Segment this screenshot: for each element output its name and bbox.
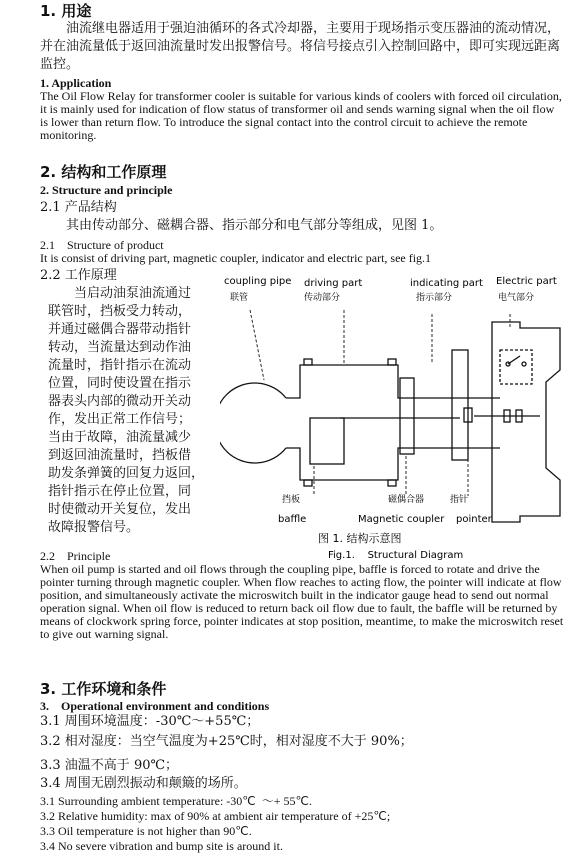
flange-bottom-right — [388, 480, 396, 486]
principle-line-11: 助发条弹簧的回复力返回， — [48, 466, 205, 481]
flange-bottom-left — [304, 480, 312, 486]
label-electric-part-en: Electric part — [496, 276, 557, 287]
condition-3-en: 3.3 Oil temperature is not higher than 90℃. — [40, 824, 252, 838]
condition-4-zh: 3.4 周围无剧烈振动和颠簸的场所。 — [40, 776, 247, 791]
principle-line-14: 故障报警信号。 — [48, 520, 140, 535]
condition-4-en: 3.4 No severe vibration and bump site is around it. — [40, 839, 283, 853]
microswitch — [500, 350, 532, 384]
condition-2-zh: 3.2 相对湿度：当空气温度为+25℃时，相对湿度不大于 90%； — [40, 734, 413, 749]
figure-caption-en: Fig.1. Structural Diagram — [328, 550, 464, 560]
indicator-body — [452, 350, 468, 460]
section-1-paragraph-en: The Oil Flow Relay for transformer cooler is suitable for various kinds of coolers with forced oil circulation, it is mainly used for indication of flow status of transformer oil and sends warning signal when the oil flow is lower than return flow. To introduce the signal contact into the control circuit to achieve the remote monitoring. — [40, 89, 562, 142]
principle-line-1: 当启动油泵油流通过 — [74, 286, 192, 301]
baffle — [310, 418, 344, 464]
electric-part-housing — [492, 322, 560, 522]
section-2-2-paragraph-zh — [48, 285, 220, 537]
label-coupling-pipe-en: coupling pipe — [224, 276, 292, 287]
principle-line-8: 作，发出正常工作信号； — [48, 412, 192, 427]
label-coupling-pipe-zh: 联管 — [230, 293, 249, 303]
label-magnetic-coupler-en: Magnetic coupler — [358, 514, 445, 525]
section-1-heading-en: 1. Application — [40, 76, 112, 90]
principle-line-4: 转动，当流量达到动作油 — [48, 340, 192, 355]
section-3-heading-zh: 3. 工作环境和条件 — [40, 680, 167, 698]
section-2-2-heading-zh: 2.2 工作原理 — [40, 268, 117, 283]
principle-line-2: 联管时，挡板受力转动， — [48, 304, 192, 319]
magnetic-coupler — [400, 378, 414, 454]
principle-line-3: 并通过磁偶合器带动指针 — [48, 322, 192, 337]
principle-line-5: 流量时，指针指示在流动 — [48, 358, 192, 373]
label-magnetic-coupler-zh: 磁偶合器 — [388, 495, 425, 505]
principle-line-12: 指针指示在停止位置，同 — [48, 484, 192, 499]
principle-line-6: 位置，同时使设置在指示 — [48, 376, 192, 391]
label-driving-part-en: driving part — [304, 278, 363, 289]
leader-coupling-pipe — [250, 310, 264, 380]
label-indicating-part-zh: 指示部分 — [416, 293, 453, 303]
principle-line-7: 器表头内部的微动开关动 — [48, 394, 192, 409]
section-2-1-paragraph-en: It is consist of driving part, magnetic coupler, indicator and electric part, see fig.1 — [40, 251, 432, 265]
label-baffle-en: baffle — [278, 514, 307, 525]
label-pointer-en: pointer — [456, 514, 492, 525]
coupling-pipe-bowl — [220, 383, 286, 463]
section-1-heading-zh: 1. 用途 — [40, 2, 92, 20]
label-pointer-zh: 指针 — [450, 495, 469, 505]
section-2-heading-en: 2. Structure and principle — [40, 183, 173, 197]
section-2-2-paragraph-en: When oil pump is started and oil flows through the coupling pipe, baffle is forced to rotate and drive the pointer turning through magnetic coupler. When flow reaches to acting flow, the pointer will indicate at flow position, and simultaneously activate the microswitch built in the indicator gauge head to send out normal operation signal. When oil flow is reduced to return back oil flow due to fault, the baffle will be returned by means of clockwork spring force, pointer indicates at stop position, meantime, to make the microswitch reset to give out warning signal. — [40, 562, 564, 641]
label-baffle-zh: 挡板 — [282, 495, 301, 505]
flange-top-left — [304, 359, 312, 365]
section-2-2-heading-en: 2.2 Principle — [40, 549, 111, 563]
label-electric-part-zh: 电气部分 — [498, 293, 535, 303]
principle-line-13: 时使微动开关复位，发出 — [48, 502, 192, 517]
principle-line-9: 当由于故障，油流量减少 — [48, 430, 192, 445]
section-2-1-paragraph-zh: 其由传动部分、磁耦合器、指示部分和电气部分等组成，见图 1。 — [66, 218, 443, 233]
section-2-heading-zh: 2. 结构和工作原理 — [40, 163, 167, 181]
figure-caption-zh: 图 1. 结构示意图 — [318, 532, 402, 545]
section-2-1-heading-en: 2.1 Structure of product — [40, 238, 164, 252]
structural-diagram — [220, 270, 570, 560]
switch-contact-right — [522, 362, 526, 366]
condition-2-en: 3.2 Relative humidity: max of 90% at ambient air temperature of +25℃; — [40, 809, 391, 823]
condition-1-zh: 3.1 周围环境温度：-30℃～+55℃； — [40, 714, 260, 729]
section-3-heading-en: 3. Operational environment and conditions — [40, 699, 270, 713]
condition-1-en: 3.1 Surrounding ambient temperature: -30℃ ～+ 55℃. — [40, 794, 313, 808]
label-indicating-part-en: indicating part — [410, 278, 483, 289]
principle-line-10: 到返回油流量时，挡板借 — [48, 448, 192, 463]
section-1-paragraph-zh: 油流继电器适用于强迫油循环的各式冷却器，主要用于现场指示变压器油的流动情况，并在油流量低于返回油流量时发出报警信号。将信号接点引入控制回路中，即可实现远距离监控。 — [40, 21, 561, 72]
condition-3-zh: 3.3 油温不高于 90℃； — [40, 758, 179, 773]
label-driving-part-zh: 传动部分 — [304, 293, 341, 303]
flange-top-right — [388, 359, 396, 365]
section-2-1-heading-zh: 2.1 产品结构 — [40, 200, 117, 215]
switch-lever — [508, 356, 520, 364]
